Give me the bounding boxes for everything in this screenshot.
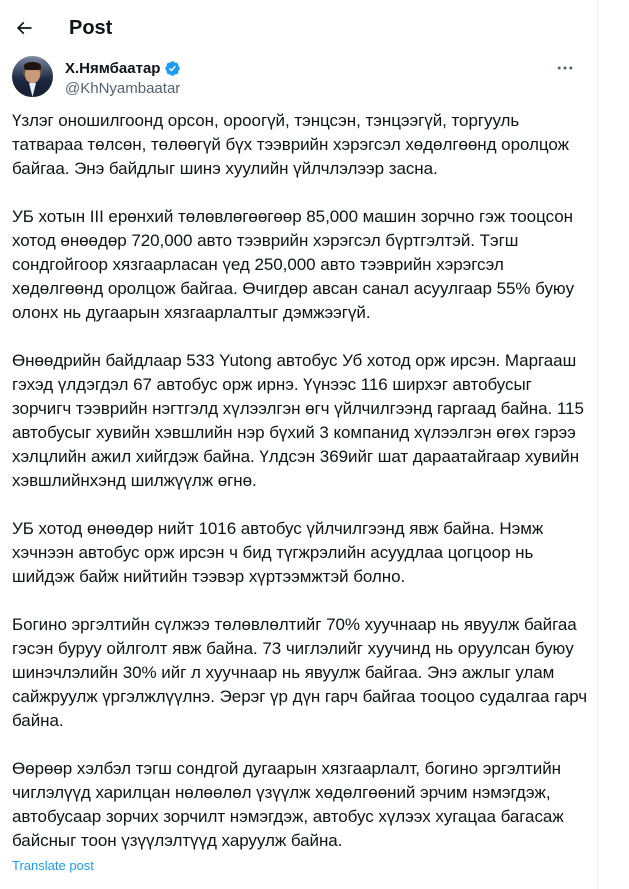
post-paragraph: Өнөөдрийн байдлаар 533 Yutong автобус Уб хотод орж ирсэн. Маргааш гэхэд үлдэгдэл 67 автобус орж ирнэ. Үүнээс 116 ширхэг автобусыг зорчигч тээврийн нэгтгэлд хүлээлгэн өгч үйлчилгээнд гаргаад байна. 115 автобусыг хувийн хэвшлийн нэр бүхий 3 компанид хүлээлгэн өгөх гэрээ хэлцлийн ажил хийгдэж байна. Үлдсэн 369ийг шат дараатайгаар хувийн хэвшлийнхэнд шилжүүлж өгнө. [12, 351, 584, 490]
post-author [12, 56, 588, 100]
back-button[interactable] [8, 12, 40, 44]
author-name-row[interactable] [65, 59, 181, 78]
avatar[interactable] [12, 56, 53, 97]
post-paragraph: Үзлэг оношилгоонд орсон, ороогүй, тэнцсэн, тэнцээгүй, торгууль татвараа төлсөн, төлөөгүй бүх тээврийн хэрэгсэл хөдөлгөөнд оролцож байгаа. Энэ байдлыг шинэ хуулийн үйлчлэлээр засна. [12, 111, 569, 178]
arrow-left-icon [14, 18, 34, 38]
right-sidebar-edge [598, 0, 629, 889]
page-title: Post [69, 17, 113, 39]
author-display-name[interactable]: Х.Нямбаатар [65, 60, 161, 77]
post-paragraph: УБ хотод өнөөдөр нийт 1016 автобус үйлчилгээнд явж байна. Нэмж хэчнээн автобус орж ирсэн ч бид түгжрэлийн асуудлаа цогцоор нь шийдэж байж нийтийн тээвэр хүртээмжтэй болно. [12, 519, 544, 586]
more-options-button[interactable] [550, 56, 580, 80]
post-paragraph: УБ хотын III ерөнхий төлөвлөгөөгөөр 85,000 машин зорчно гэж тооцсон хотод өнөөдөр 720,000 авто тээврийн хэрэгсэл бүртгэлтэй. Тэгш сондгойгоор хязгаарласан үед 250,000 авто тээврийн хэрэгсэл хөдөлгөөнд оролцож байгаа. Өчигдөр авсан санал асуулгаар 55% буюу олонх нь дугаарын хязгаарлалтыг дэмжээгүй. [12, 207, 575, 322]
post-paragraph: Богино эргэлтийн сүлжээ төлөвлөлтийг 70% хуучнаар нь явуулж байгаа гэсэн буруу ойлголт явж байна. 73 чиглэлийг хуучинд нь оруулсан буюу шинэчлэлийн 30% ийг л хуучнаар нь явуулж байгаа. Энэ ажлыг улам сайжруулж үргэлжлүүлнэ. Эерэг үр дүн гарч байгаа тооцоо судалгаа гарч байна. [12, 615, 588, 730]
author-handle[interactable]: @KhNyambaatar [65, 80, 181, 97]
translate-post-link[interactable]: Translate post [12, 858, 94, 873]
post-body [12, 109, 588, 853]
more-horizontal-icon [555, 58, 575, 78]
post-paragraph: Өөрөөр хэлбэл тэгш сондгой дугаарын хязгаарлалт, богино эргэлтийн чиглэлүүд харилцан нөлөөлөл үзүүлж хөдөлгөөний эрчим нэмэгдэж, автобусаар зорчих зорчилт нэмэгдэж, автобус хүлээх хугацаа багасаж байсныг тоон үзүүлэлтүүд харуулж байна. [12, 759, 564, 850]
post-header [0, 0, 598, 56]
verified-badge-icon[interactable] [164, 60, 181, 77]
